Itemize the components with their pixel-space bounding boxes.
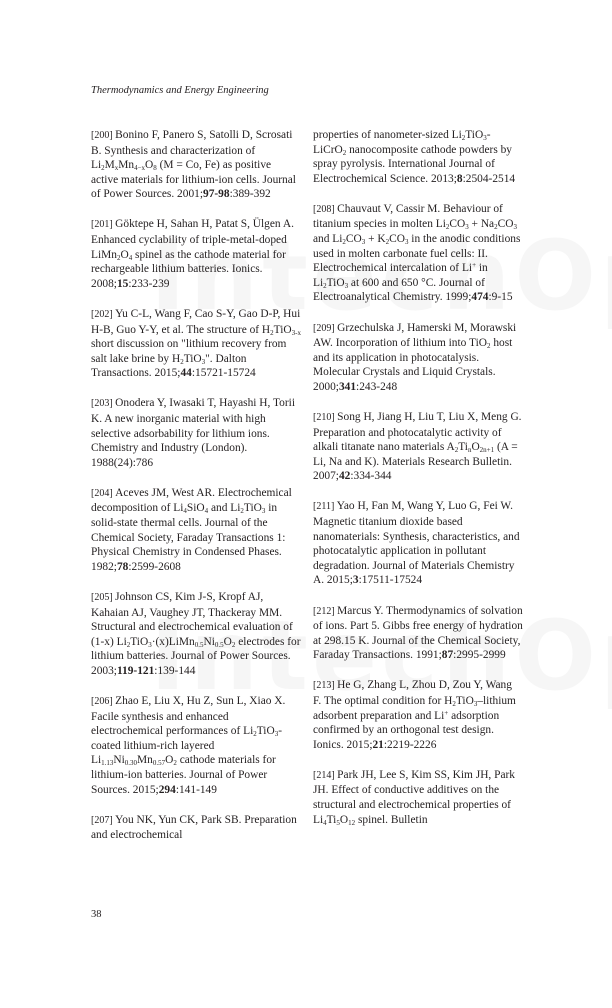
- reference-entry-continued: properties of nanometer-sized $Li_2TiO_3-LiCrO_2$ nanocomposite cathode powders by spray pyrolysis. International Journal of Electrochemical Science. 2013;8:2504-2514: [313, 129, 516, 185]
- reference-entry: [212] Marcus Y. Thermodynamics of solvation of ions. Part 5. Gibbs free energy of hydration at 298.15 K. Journal of the Chemical Society, Faraday Transactions. 1991;87:2995-2999: [313, 604, 523, 662]
- reference-entry: [203] Onodera Y, Iwasaki T, Hayashi H, Torii K. A new inorganic material with high selective adsorbability for lithium ions. Chemistry and Industry (London). 1988(24):786: [91, 397, 296, 469]
- reference-number: [213]: [313, 680, 338, 692]
- running-header: Thermodynamics and Energy Engineering: [91, 85, 269, 96]
- reference-column-right: [313, 128, 523, 843]
- reference-number: [202]: [91, 308, 116, 320]
- reference-number: [210]: [313, 412, 338, 423]
- reference-number: [200]: [91, 130, 116, 141]
- reference-entry: [209] Grzechulska J, Hamerski M, Morawski AW. Incorporation of lithium into TiO$_2$ host and its application in photocatalysis. Molecular Crystals and Liquid Crystals. 2000;341:243-248: [313, 321, 517, 393]
- reference-number: [208]: [313, 203, 338, 215]
- reference-entry: [214] Park JH, Lee S, Kim SS, Kim JH, Park JH. Effect of conductive additives on the structural and electrochemical properties of $Li_4Ti_5O_{12}$ spinel. Bulletin: [313, 768, 515, 827]
- reference-number: [209]: [313, 322, 338, 334]
- reference-entry: [202] Yu C-L, Wang F, Cao S-Y, Gao D-P, Hui H-B, Guo Y-Y, et al. The structure of $H_2TiO_{3-x}$ short discussion on "lithium recovery from salt lake brine by $H_2TiO_3$". Dalton Transactions. 2015;44:15721-15724: [91, 307, 301, 380]
- reference-number: [206]: [91, 696, 116, 707]
- reference-entry: [213] He G, Zhang L, Zhou D, Zou Y, Wang F. The optimal condition for $H_2TiO_3$–lithium adsorbent preparation and Li+ adsorption confirmed by an orthogonal test design. Ionics. 2015;21:2219-2226: [313, 679, 516, 751]
- reference-number: [214]: [313, 769, 338, 781]
- reference-entry: [206] Zhao E, Liu X, Hu Z, Sun L, Xiao X. Facile synthesis and enhanced electrochemical performances of $Li_2TiO_3$-coated lithium-rich layered $Li_{1.13}Ni_{0.30}Mn_{0.57}O_2$ cathode materials for lithium-ion batteries. Journal of Power Sources. 2015;294:141-149: [91, 695, 286, 796]
- reference-number: [211]: [313, 501, 337, 513]
- reference-number: [204]: [91, 487, 116, 499]
- reference-number: [203]: [91, 398, 116, 410]
- reference-entry: [205] Johnson CS, Kim J-S, Kropf AJ, Kahaian AJ, Vaughey JT, Thackeray MM. Structural and electrochemical evaluation of (1-x) $Li_2TiO_3\cdot(x)LiMn_{0.5}Ni_{0.5}O_2$ electrodes for lithium batteries. Journal of Power Sources. 2003;119-121:139-144: [91, 590, 301, 677]
- reference-entry: [204] Aceves JM, West AR. Electrochemical decomposition of $Li_4SiO_4$ and $Li_2TiO_3$ in solid-state thermal cells. Journal of the Chemical Society, Faraday Transactions 1: Physical Chemistry in Condensed Phases. 1982;78:2599-2608: [91, 486, 292, 573]
- reference-entry: [208] Chauvaut V, Cassir M. Behaviour of titanium species in molten $Li_2CO_3 + Na_2CO_3$ and $Li_2CO_3 + K_2CO_3$ in the anodic conditions used in molten carbonate fuel cells: II. Electrochemical intercalation of Li+ in $Li_2TiO_3$ at 600 and 650 °C. Journal of Electroanalytical Chemistry. 1999;474:9-15: [313, 202, 521, 304]
- reference-number: [205]: [91, 591, 116, 603]
- reference-number: [207]: [91, 814, 116, 826]
- page-number: 38: [91, 909, 102, 920]
- reference-entry: [201] Göktepe H, Sahan H, Patat S, Ülgen A. Enhanced cyclability of triple-metal-doped $LiMn_2O_4$ spinel as the cathode material for rechargeable lithium batteries. Ionics. 2008;15:233-239: [91, 218, 294, 290]
- reference-entry: [200] Bonino F, Panero S, Satolli D, Scrosati B. Synthesis and characterization of $Li_2M_xMn_{4-x}O_8$ (M = Co, Fe) as positive active materials for lithium-ion cells. Journal of Power Sources. 2001;97-98:389-392: [91, 129, 296, 201]
- reference-entry: [207] You NK, Yun CK, Park SB. Preparation and electrochemical: [91, 813, 297, 842]
- reference-entry: [210] Song H, Jiang H, Liu T, Liu X, Meng G. Preparation and photocatalytic activity of alkali titanate nano materials $A_2Ti_nO_{2n+1}$ (A = Li, Na and K). Materials Research Bulletin. 2007;42:334-344: [313, 411, 522, 483]
- reference-column-left: [91, 128, 301, 858]
- reference-entry: [211] Yao H, Fan M, Wang Y, Luo G, Fei W. Magnetic titanium dioxide based nanomaterials: Synthesis, characteristics, and photocatalytic application in pollutant degradation. Journal of Materials Chemistry A. 2015;3:17511-17524: [313, 500, 520, 587]
- reference-number: [201]: [91, 219, 116, 231]
- reference-number: [212]: [313, 605, 338, 617]
